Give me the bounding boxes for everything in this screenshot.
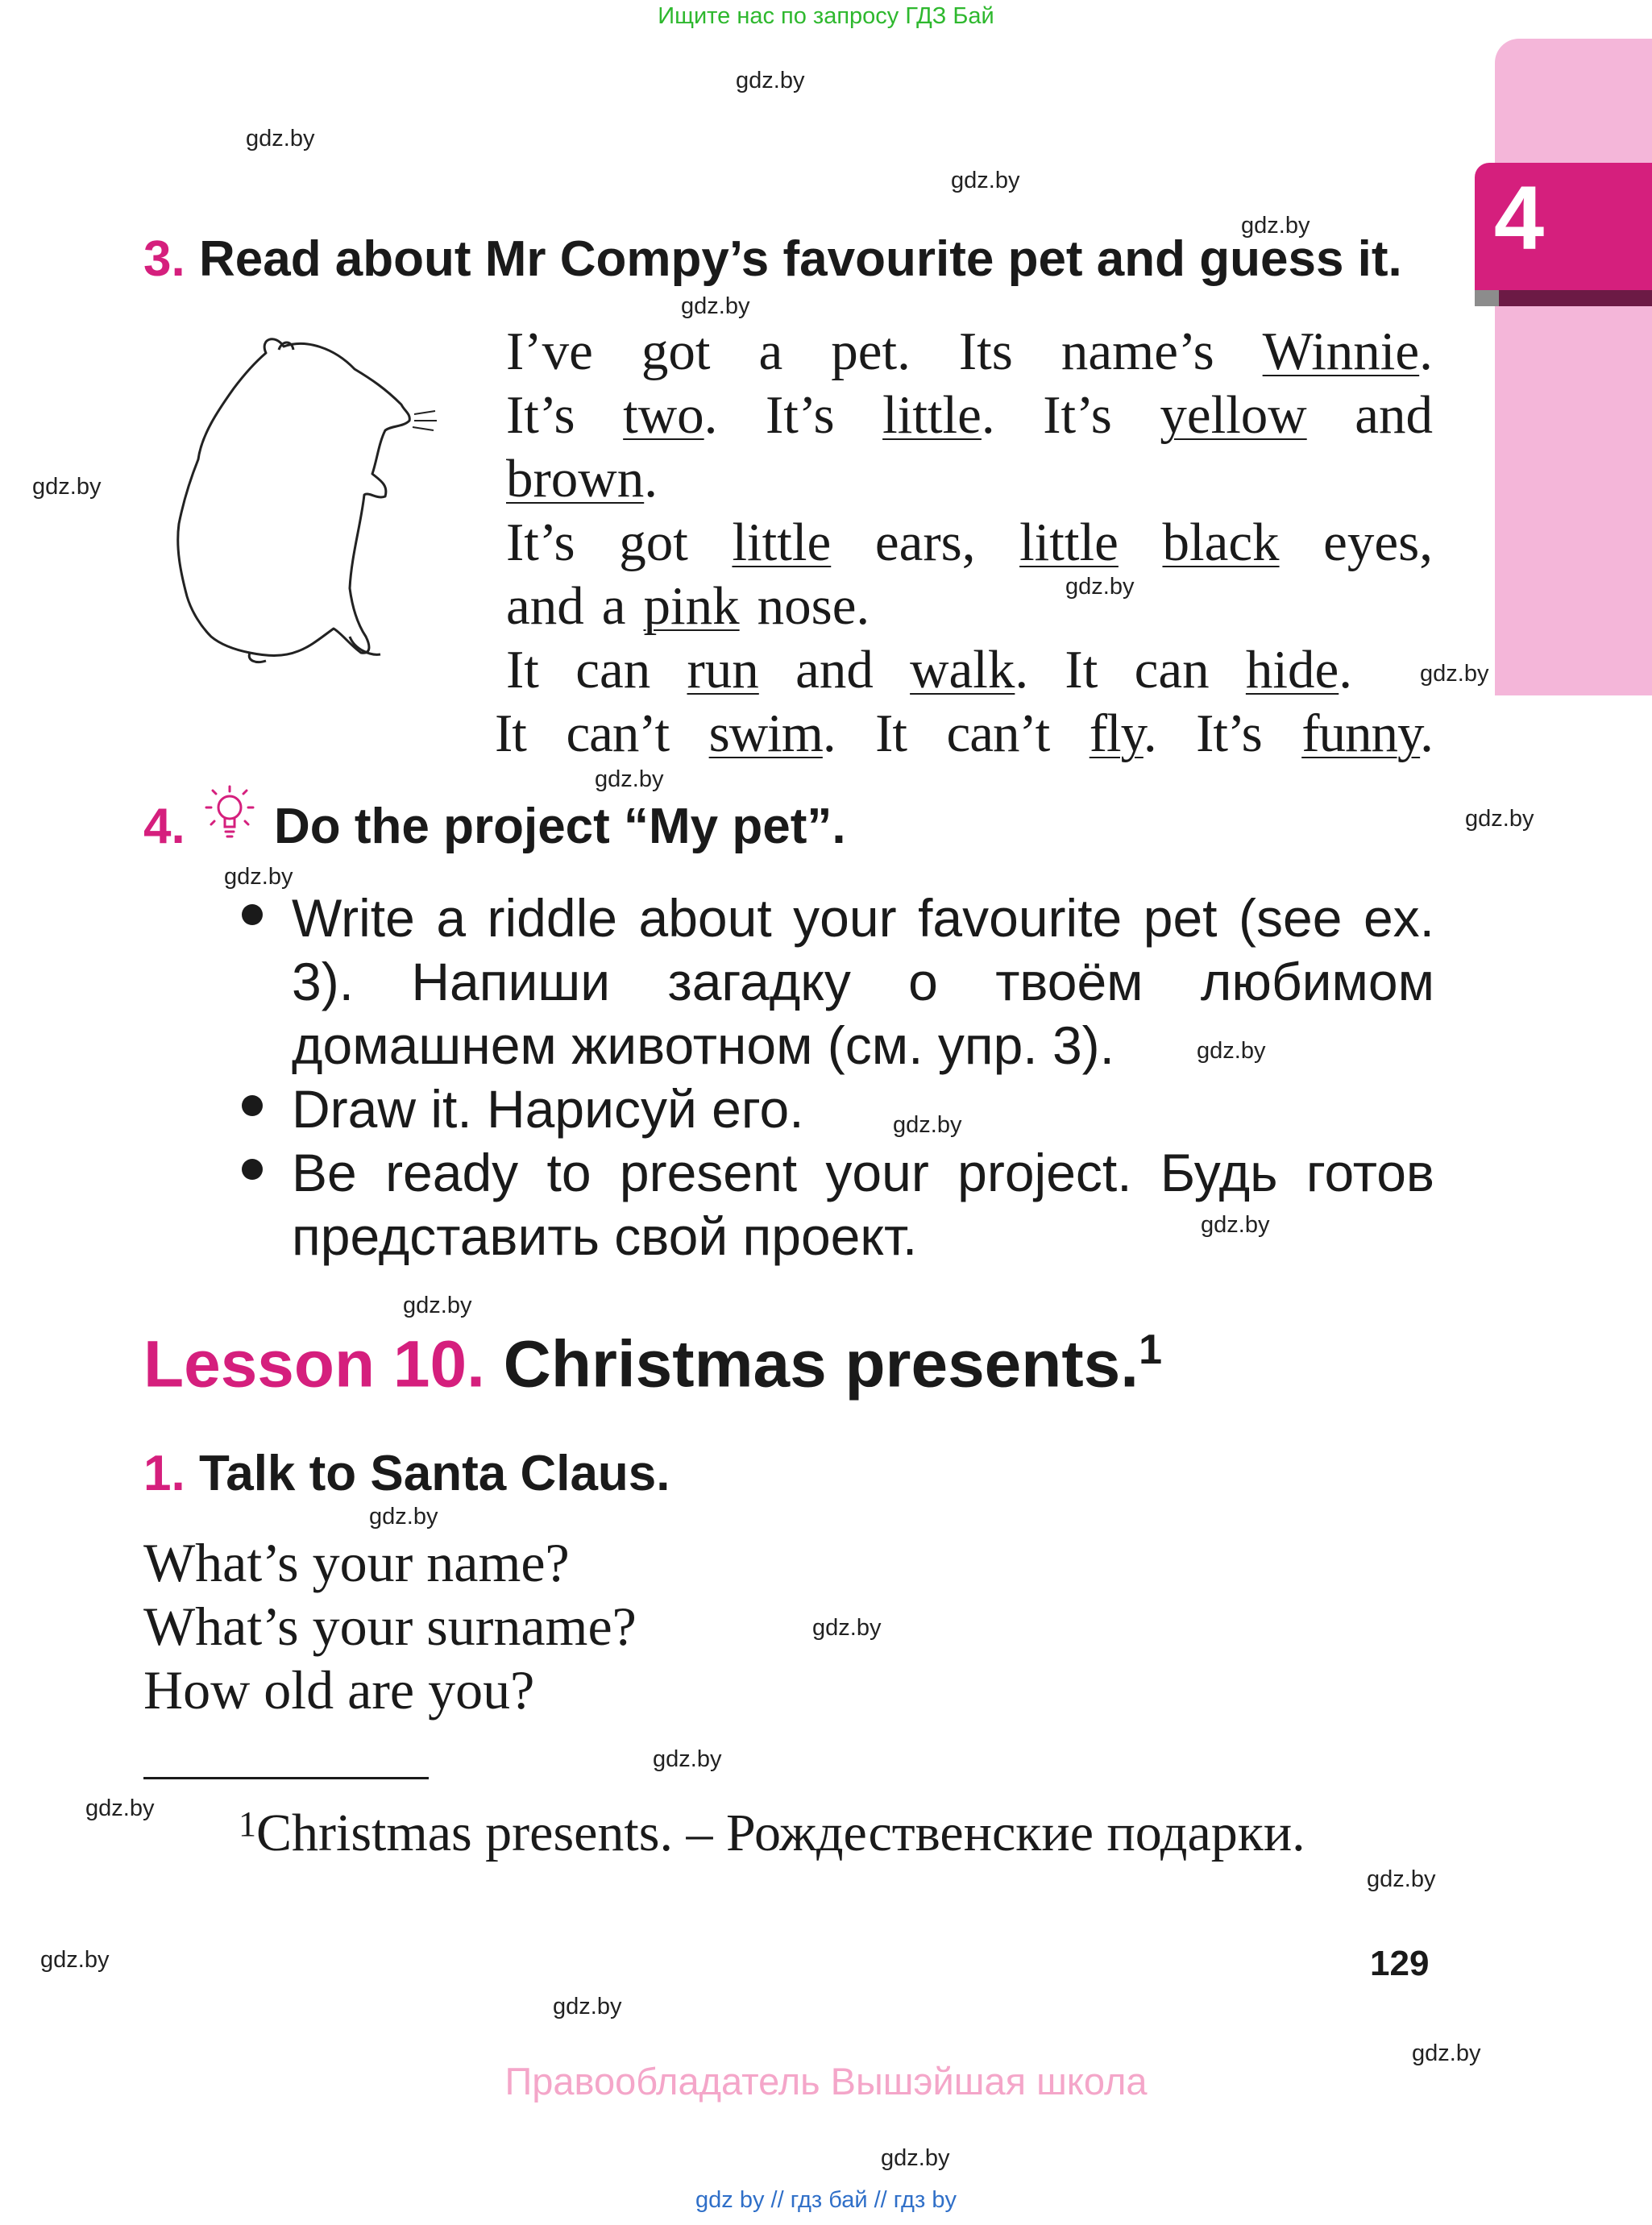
answer-word: walk. (910, 640, 1029, 699)
lesson-heading (143, 1326, 1162, 1402)
answer-word: black (1162, 513, 1280, 572)
poem-line (506, 638, 1433, 702)
answer-word: pink (643, 576, 740, 636)
unit-number: 4 (1493, 168, 1545, 268)
poem-word: and (795, 640, 874, 699)
exercise-4-number: 4. (143, 799, 185, 854)
watermark: gdz.by (403, 1293, 472, 1318)
exercise-1-heading (143, 1445, 670, 1502)
poem-line (506, 511, 1433, 575)
answer-word: two. (623, 385, 718, 445)
answer-word: swim. (708, 704, 836, 763)
unit-tab-bar-shade (1475, 290, 1499, 306)
watermark: gdz.by (881, 2145, 950, 2171)
copyright-notice: Правообладатель Вышэйшая школа (504, 2060, 1148, 2103)
answer-word: Winnie. (1262, 322, 1433, 381)
santa-questions (143, 1531, 637, 1722)
answer-word: little (732, 513, 832, 572)
poem-word: It (506, 640, 539, 699)
poem-word: It (1065, 640, 1098, 699)
footnote-reference[interactable]: 1 (1139, 1326, 1162, 1373)
poem-word: and (1355, 385, 1433, 445)
answer-word: little (1019, 513, 1119, 572)
project-step-text: Write a riddle about your favourite pet (see ex. 3). Напиши загадку о твоём любимом домашнем животном (см. упр. 3). (292, 888, 1434, 1075)
watermark: gdz.by (246, 126, 315, 152)
exercise-1-title: Talk to Santa Claus. (198, 1446, 670, 1501)
exercise-4-heading (143, 798, 185, 855)
question-line: What’s your surname? (143, 1596, 637, 1657)
watermark: gdz.by (553, 1994, 622, 2020)
poem-word: can (575, 640, 651, 699)
footnote-text: Christmas presents. – Рождественские подарки. (256, 1804, 1305, 1862)
unit-tab-bar (1475, 290, 1652, 306)
list-item (242, 1141, 1434, 1268)
answer-word: funny. (1301, 704, 1433, 763)
top-banner[interactable]: Ищите нас по запросу ГДЗ Бай (658, 3, 994, 29)
bullet-icon (242, 1159, 263, 1180)
exercise-1-number: 1. (143, 1446, 185, 1501)
poem-word: eyes, (1323, 513, 1433, 572)
watermark: gdz.by (369, 1504, 438, 1530)
exercise-3-heading (143, 230, 1402, 288)
poem-word: a (601, 576, 626, 636)
watermark: gdz.by (1420, 661, 1489, 687)
watermark: gdz.by (1201, 1212, 1270, 1238)
poem-word: can (1134, 640, 1210, 699)
question-line: How old are you? (143, 1659, 535, 1721)
hamster-illustration (169, 330, 451, 677)
watermark: gdz.by (40, 1947, 110, 1973)
poem-word: ears, (874, 513, 976, 572)
watermark: gdz.by (595, 766, 664, 792)
watermark: gdz.by (1412, 2040, 1481, 2066)
answer-word: fly. (1089, 704, 1156, 763)
watermark: gdz.by (32, 474, 102, 500)
footnote-mark: 1 (239, 1804, 256, 1844)
footnote (143, 1791, 1433, 1866)
poem-word: It’s (506, 385, 575, 445)
watermark: gdz.by (893, 1112, 962, 1138)
poem-word: and (506, 576, 584, 636)
project-step-text: Be ready to present your project. Будь готов представить свой проект. (292, 1143, 1434, 1266)
watermark: gdz.by (1241, 213, 1310, 239)
poem-word: a (758, 322, 783, 381)
poem-word: got (619, 513, 688, 572)
poem-word: It’s (1196, 704, 1262, 763)
exercise-3-number: 3. (143, 231, 185, 287)
poem-word: can’t (946, 704, 1050, 763)
poem-line (506, 384, 1433, 447)
poem-word: It (875, 704, 907, 763)
list-item (242, 886, 1434, 1077)
watermark: gdz.by (812, 1615, 882, 1641)
project-steps-list (242, 886, 1434, 1268)
poem-word: nose. (757, 576, 870, 636)
question-line: What’s your name? (143, 1532, 570, 1593)
poem-line (506, 575, 1433, 638)
poem-word: got (641, 322, 711, 381)
poem-line (506, 320, 1433, 384)
poem-word: I’ve (506, 322, 593, 381)
poem-word: It’s (506, 513, 575, 572)
poem-word: It’s (765, 385, 835, 445)
bullet-icon (242, 904, 263, 925)
poem-word: It’s (1043, 385, 1112, 445)
watermark: gdz.by (1197, 1038, 1266, 1064)
lesson-label: Lesson 10. (143, 1327, 485, 1401)
answer-word: little. (882, 385, 995, 445)
project-step-text: Draw it. Нарисуй его. (292, 1079, 804, 1139)
answer-word: hide. (1245, 640, 1352, 699)
watermark: gdz.by (1065, 574, 1135, 600)
page-number: 129 (1370, 1944, 1430, 1983)
lesson-title: Christmas presents. (503, 1327, 1139, 1401)
unit-side-tab (1495, 39, 1652, 695)
answer-word: yellow (1160, 385, 1307, 445)
watermark: gdz.by (951, 168, 1020, 193)
watermark: gdz.by (85, 1795, 155, 1821)
list-item (242, 1077, 1434, 1141)
lightbulb-icon (203, 783, 256, 843)
watermark: gdz.by (224, 864, 293, 890)
footnote-divider (143, 1777, 429, 1779)
bullet-icon (242, 1095, 263, 1116)
watermark: gdz.by (736, 68, 805, 93)
bottom-links[interactable]: gdz by // гдз бай // гдз by (695, 2187, 957, 2213)
poem-word: pet. (831, 322, 911, 381)
answer-word: run (687, 640, 759, 699)
poem-line (506, 447, 1433, 511)
poem-line (495, 702, 1433, 766)
poem-word: Its (958, 322, 1013, 381)
watermark: gdz.by (1465, 806, 1534, 832)
poem-word: can’t (566, 704, 670, 763)
watermark: gdz.by (653, 1746, 722, 1772)
watermark: gdz.by (681, 293, 750, 319)
exercise-3-title: Read about Mr Compy’s favourite pet and guess it. (198, 231, 1402, 287)
watermark: gdz.by (1367, 1866, 1436, 1892)
poem-word: It (495, 704, 526, 763)
poem-word: name’s (1061, 322, 1214, 381)
answer-word: brown. (506, 449, 658, 509)
exercise-4-title: Do the project “My pet”. (274, 799, 846, 854)
exercise-3-poem (495, 320, 1433, 766)
